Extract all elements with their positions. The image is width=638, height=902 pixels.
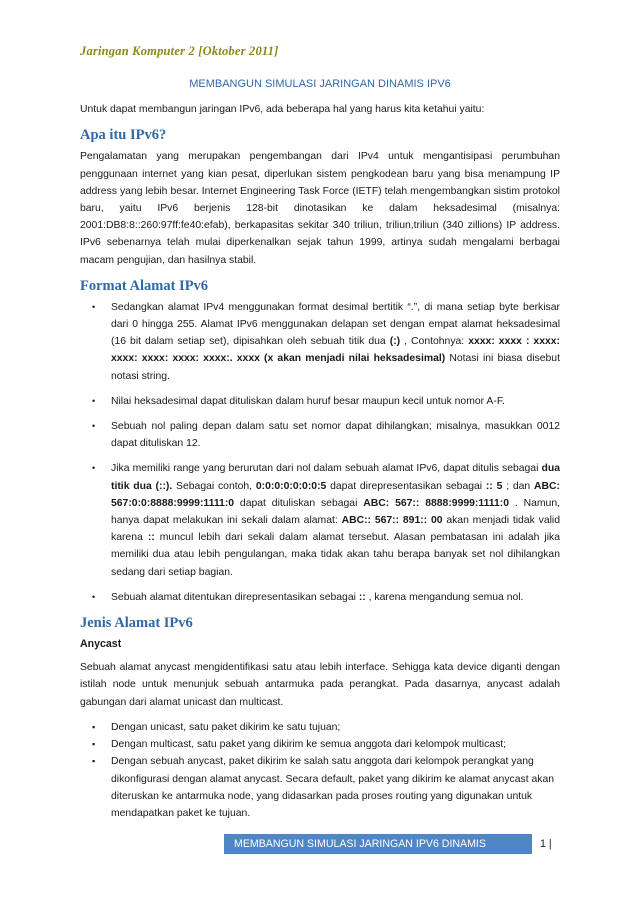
square-bullet-icon: ▪: [92, 739, 96, 750]
item-text: akan menjadi tidak valid karena: [111, 515, 560, 544]
item-bold: ABC: 567:: 8888:9999:1111:0: [363, 497, 509, 509]
item-text: , karena mengandung semua nol.: [365, 591, 524, 603]
item-text: Dengan sebuah anycast, paket dikirim ke salah satu anggota dari kelompok perangkat yang dikonfigurasi dengan alamat anycast. Secara default, paket yang dikirim ke alamat anycast akan diteruskan ke antarmuka node, yang didasarkan pada proses routing yang digunakan untuk mendapatkan paket ke tujuan.: [111, 756, 555, 819]
square-bullet-icon: ▪: [92, 756, 96, 767]
item-text: Sedangkan alamat IPv4 menggunakan format desimal bertitik “.”, di mana setiap byte berkisar dari 0 hingga 255. Alamat IPv6 menggunakan delapan set dengan empat alamat heksadesimal (16 bit dalam setiap set), dipisahkan oleh sebuah titik dua: [111, 301, 560, 348]
item-bold: xxxx: xxxx : xxxx: xxxx: xxxx: xxxx: xxxx:. xxxx (x akan menjadi nilai heksadesimal): [111, 336, 560, 365]
page-number: 1 |: [540, 838, 552, 850]
item-text: Nilai heksadesimal dapat dituliskan dalam huruf besar maupun kecil untuk nomor A-F.: [111, 395, 505, 407]
item-bold: ::: [147, 532, 155, 544]
list-item: [80, 393, 560, 410]
item-bold: ABC:: 567:: 891:: 00: [341, 515, 443, 527]
intro-paragraph: Untuk dapat membangun jaringan IPv6, ada beberapa hal yang harus kita ketahui yaitu:: [80, 104, 485, 116]
item-text: dapat dituliskan sebagai: [234, 497, 364, 509]
list-item: [80, 299, 560, 385]
item-text: Sebagai contoh,: [172, 480, 256, 492]
section-paragraph-what-is-ipv6: Pengalamatan yang merupakan pengembangan dari IPv4 untuk mengantisipasi perumbuhan penggunaan internet yang kian pesat, diperlukan sistem pengkodean baru yang bisa menampung IP address yang lebih besar. Internet Engineering Task Force (IETF) telah mengembangkan sistim protokol baru, yaitu IPv6 berjenis 128-bit dinotasikan ke dalam heksadesimal (misalnya: 2001:DB8:8::260:97ff:fe40:efab), berkapasitas sekitar 340 triliun, triliun,triliun (340 zillions) IP address. IPv6 sebenarnya telah mulai diperkenalkan sejak tahun 1999, artinya sudah mengalami berbagai macam pengujian, dan hasilnya stabil.: [80, 151, 560, 266]
square-bullet-icon: ▪: [92, 721, 96, 732]
item-bold: (:): [389, 336, 401, 348]
list-item: [80, 719, 560, 736]
list-item: [80, 753, 560, 822]
item-bold: :: 5: [485, 480, 503, 492]
bullet-icon: •: [92, 591, 96, 602]
item-text: ; dan: [502, 480, 535, 492]
list-item: [80, 736, 560, 753]
subheading-anycast: Anycast: [80, 638, 122, 651]
address-format-list: [80, 299, 560, 606]
bullet-icon: •: [92, 301, 96, 312]
bullet-icon: •: [92, 463, 96, 474]
bullet-icon: •: [92, 421, 96, 432]
list-item: [80, 418, 560, 452]
content-body: [80, 76, 560, 822]
item-text: Jika memiliki range yang berurutan dari nol dalam sebuah alamat IPv6, dapat ditulis sebagai: [111, 463, 542, 475]
section-heading-address-format: Format Alamat IPv6: [80, 277, 209, 294]
document-title: MEMBANGUN SIMULASI JARINGAN DINAMIS IPV6: [189, 78, 451, 90]
item-bold: dua titik dua (::).: [111, 463, 560, 492]
item-text: , Contohnya:: [400, 336, 469, 348]
item-bold: ABC: 567:0:0:8888:9999:1111:0: [111, 480, 560, 509]
item-text: Sebuah nol paling depan dalam satu set nomor dapat dihilangkan; misalnya, masukkan 0012 dapat dituliskan 12.: [111, 421, 560, 450]
item-text: Dengan multicast, satu paket yang dikirim ke semua anggota dari kelompok multicast;: [111, 739, 507, 751]
running-header: Jaringan Komputer 2 [Oktober 2011]: [80, 44, 279, 58]
anycast-paragraph: Sebuah alamat anycast mengidentifikasi satu atau lebih interface. Sehigga kata device diganti dengan istilah node untuk menunjuk sebuah antarmuka pada perangkat. Pada dasarnya, anycast adalah gabungan dari alamat unicast dan multicast.: [80, 662, 560, 708]
item-text: Dengan unicast, satu paket dikirim ke satu tujuan;: [111, 721, 341, 733]
item-bold: 0:0:0:0:0:0:0:5: [255, 480, 327, 492]
list-item: [80, 589, 560, 606]
item-text: Notasi ini biasa disebut notasi string.: [111, 353, 560, 382]
footer-title-band: MEMBANGUN SIMULASI JARINGAN IPV6 DINAMIS: [224, 834, 532, 854]
bullet-icon: •: [92, 395, 96, 406]
section-heading-what-is-ipv6: Apa itu IPv6?: [80, 127, 167, 144]
item-text: dapat direpresentasikan sebagai: [326, 480, 486, 492]
item-bold: ::: [358, 591, 366, 603]
item-text: muncul lebih dari sekali dalam alamat tersebut. Alasan pembatasan ini adalah jika memiliki dua atau lebih pengulangan, maka tidak akan tahu berapa banyak set nol dihilangkan sedang dari setiap bagian.: [111, 532, 560, 578]
anycast-list: [80, 719, 560, 822]
item-text: Sebuah alamat ditentukan direpresentasikan sebagai: [111, 591, 359, 603]
item-text: . Namun, hanya dapat melakukan ini sekali dalam alamat:: [111, 497, 561, 527]
list-item: [80, 460, 560, 580]
section-heading-address-types: Jenis Alamat IPv6: [80, 615, 193, 632]
